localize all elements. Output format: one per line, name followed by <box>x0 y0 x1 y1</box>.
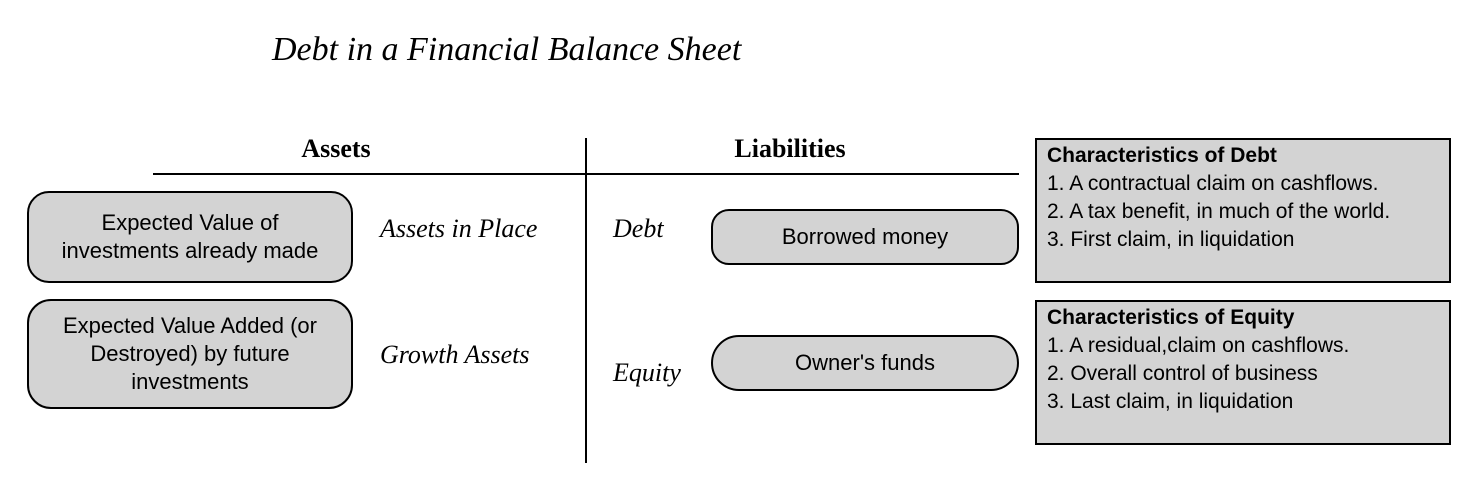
borrowed-money-text: Borrowed money <box>781 224 949 249</box>
growth-assets-label: Growth Assets <box>380 340 530 369</box>
growth-assets-box-line: Destroyed) by future <box>90 341 290 366</box>
equity-characteristics-box <box>1035 300 1451 445</box>
assets-in-place-box <box>27 191 353 283</box>
assets-in-place-label: Assets in Place <box>380 214 538 243</box>
growth-assets-box-line: Expected Value Added (or <box>63 313 317 338</box>
owners-funds-box <box>711 335 1019 391</box>
assets-column-heading: Assets <box>301 134 371 163</box>
equity-characteristic-item: 2. Overall control of business <box>1047 362 1318 385</box>
debt-characteristic-item: 2. A tax benefit, in much of the world. <box>1047 200 1391 223</box>
growth-assets-box <box>27 299 353 409</box>
debt-characteristic-item: 1. A contractual claim on cashflows. <box>1047 172 1379 195</box>
owners-funds-text: Owner's funds <box>795 350 935 375</box>
equity-characteristics-title: Characteristics of Equity <box>1047 306 1295 329</box>
growth-assets-box-line: investments <box>131 369 249 394</box>
debt-characteristic-item: 3. First claim, in liquidation <box>1047 228 1295 251</box>
debt-characteristics-box <box>1035 138 1451 283</box>
assets-in-place-box-line: investments already made <box>61 238 319 263</box>
equity-label: Equity <box>613 358 681 387</box>
balance-sheet-vertical-divider <box>585 138 587 463</box>
assets-in-place-box-line: Expected Value of <box>101 210 279 235</box>
equity-characteristic-item: 1. A residual,claim on cashflows. <box>1047 334 1350 357</box>
debt-characteristics-title: Characteristics of Debt <box>1047 144 1277 167</box>
borrowed-money-box <box>711 209 1019 265</box>
equity-characteristic-item: 3. Last claim, in liquidation <box>1047 390 1294 413</box>
debt-label: Debt <box>613 214 664 243</box>
liabilities-column-heading: Liabilities <box>734 134 846 163</box>
diagram-title: Debt in a Financial Balance Sheet <box>272 31 742 68</box>
